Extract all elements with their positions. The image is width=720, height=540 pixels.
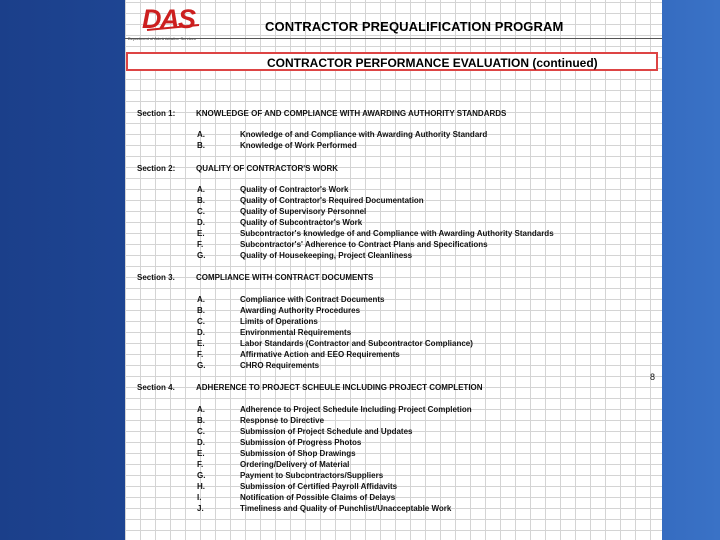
section-label: Section 1: xyxy=(137,109,176,118)
item-text: Submission of Shop Drawings xyxy=(240,449,356,458)
item-letter: J. xyxy=(197,504,204,513)
item-letter: C. xyxy=(197,207,205,216)
item-text: Environmental Requirements xyxy=(240,328,352,337)
item-text: Subcontractor's knowledge of and Compliance with Awarding Authority Standards xyxy=(240,229,554,238)
evaluation-title: CONTRACTOR PERFORMANCE EVALUATION (continued) xyxy=(267,56,598,70)
section-title: COMPLIANCE WITH CONTRACT DOCUMENTS xyxy=(196,273,374,282)
item-letter: G. xyxy=(197,361,206,370)
section-label: Section 2: xyxy=(137,164,176,173)
item-text: Payment to Subcontractors/Suppliers xyxy=(240,471,384,480)
item-text: Quality of Supervisory Personnel xyxy=(240,207,367,216)
section-title: QUALITY OF CONTRACTOR'S WORK xyxy=(196,164,339,173)
item-letter: F. xyxy=(197,460,204,469)
item-letter: B. xyxy=(197,416,205,425)
item-text: Knowledge of and Compliance with Awarding Authority Standard xyxy=(240,130,488,139)
section-title: ADHERENCE TO PROJECT SCHEULE INCLUDING PROJECT COMPLETION xyxy=(196,383,483,392)
item-text: Response to Directive xyxy=(240,416,325,425)
item-text: Quality of Subcontractor's Work xyxy=(240,218,363,227)
item-text: Limits of Operations xyxy=(240,317,318,326)
svg-text:DAS: DAS xyxy=(142,4,195,33)
item-letter: A. xyxy=(197,130,205,139)
item-text: Awarding Authority Procedures xyxy=(240,306,361,315)
item-text: Quality of Contractor's Required Documentation xyxy=(240,196,424,205)
item-letter: B. xyxy=(197,196,205,205)
item-text: CHRO Requirements xyxy=(240,361,320,370)
item-text: Submission of Certified Payroll Affidavits xyxy=(240,482,398,491)
item-letter: C. xyxy=(197,317,205,326)
item-letter: F. xyxy=(197,350,204,359)
item-text: Labor Standards (Contractor and Subcontractor Compliance) xyxy=(240,339,473,348)
item-letter: F. xyxy=(197,240,204,249)
item-letter: A. xyxy=(197,405,205,414)
item-text: Ordering/Delivery of Material xyxy=(240,460,350,469)
item-letter: A. xyxy=(197,185,205,194)
document-page xyxy=(125,0,662,540)
item-letter: E. xyxy=(197,339,205,348)
item-letter: D. xyxy=(197,218,205,227)
item-text: Affirmative Action and EEO Requirements xyxy=(240,350,400,359)
item-text: Adherence to Project Schedule Including Project Completion xyxy=(240,405,472,414)
item-letter: D. xyxy=(197,438,205,447)
item-letter: E. xyxy=(197,449,205,458)
item-text: Submission of Project Schedule and Updates xyxy=(240,427,413,436)
item-letter: B. xyxy=(197,141,205,150)
item-letter: C. xyxy=(197,427,205,436)
item-letter: D. xyxy=(197,328,205,337)
item-text: Quality of Contractor's Work xyxy=(240,185,349,194)
section-label: Section 4. xyxy=(137,383,175,392)
das-logo xyxy=(141,3,203,33)
header-rule xyxy=(125,38,662,39)
item-text: Timeliness and Quality of Punchlist/Unacceptable Work xyxy=(240,504,452,513)
item-letter: G. xyxy=(197,471,206,480)
item-text: Notification of Possible Claims of Delays xyxy=(240,493,396,502)
page-number: 8 xyxy=(650,372,656,382)
item-letter: G. xyxy=(197,251,206,260)
section-title: KNOWLEDGE OF AND COMPLIANCE WITH AWARDING AUTHORITY STANDARDS xyxy=(196,109,507,118)
item-letter: H. xyxy=(197,482,205,491)
item-letter: I. xyxy=(197,493,202,502)
item-text: Submission of Progress Photos xyxy=(240,438,362,447)
item-letter: B. xyxy=(197,306,205,315)
item-text: Compliance with Contract Documents xyxy=(240,295,385,304)
item-text: Subcontractor's' Adherence to Contract Plans and Specifications xyxy=(240,240,488,249)
item-letter: A. xyxy=(197,295,205,304)
item-letter: E. xyxy=(197,229,205,238)
item-text: Knowledge of Work Performed xyxy=(240,141,357,150)
program-title: CONTRACTOR PREQUALIFICATION PROGRAM xyxy=(265,19,564,34)
item-text: Quality of Housekeeping, Project Cleanliness xyxy=(240,251,413,260)
section-label: Section 3. xyxy=(137,273,175,282)
